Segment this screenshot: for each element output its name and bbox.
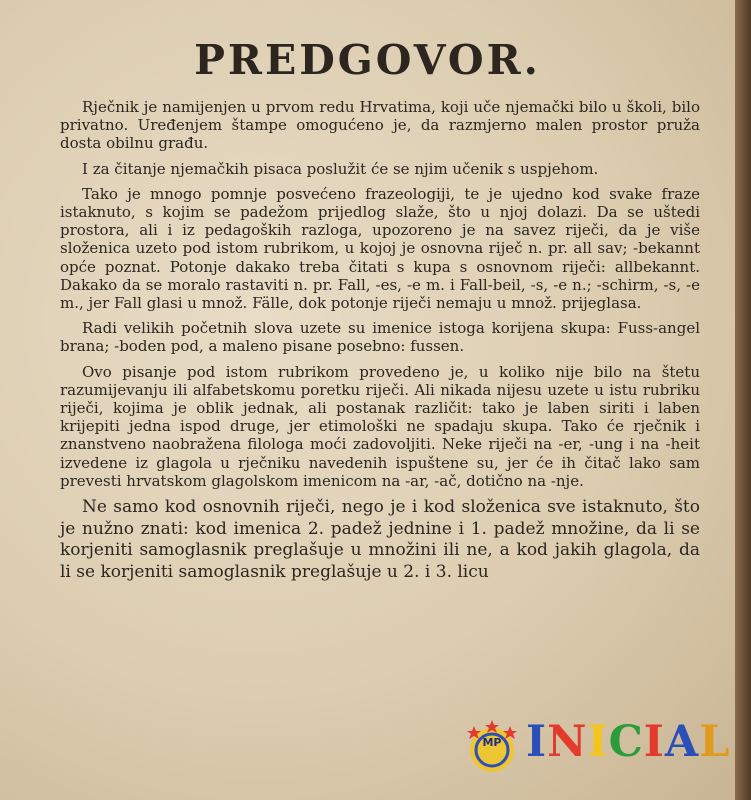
wordmark-letter: C [608,717,644,767]
wordmark-letter: I [587,717,609,767]
inicial-wordmark [526,716,731,768]
emblem-label: MP [482,736,502,749]
paragraph-6: Ne samo kod osnovnih riječi, nego je i kod složenica sve istaknuto, što je nužno znati: kod imenica 2. padež jednine i 1. padež množine, da li se korjeniti samoglasnik preglašuje u množini ili ne, a kod jakih glagola, da li se korjeniti samoglasnik preglašuje u 2. i 3. licu [60,497,700,582]
preface-text [60,98,700,591]
book-edge [735,0,751,800]
paragraph-2: I za čitanje njemačkih pisaca poslužit će se njim učenik s uspjehom. [82,159,599,178]
wordmark-letter: N [547,717,588,767]
wordmark-letter: A [664,717,700,767]
wordmark-letter: L [699,717,731,767]
wordmark-letter: I [643,717,665,767]
wordmark-letter: I [526,717,548,767]
page-title: PREDGOVOR. [194,36,541,84]
paragraph-5: Ovo pisanje pod istom rubrikom provedeno je, u koliko nije bilo na štetu razumijevanju ili alfabetskomu poretku riječi. Ali nikada nijesu uzete u istu rubriku riječi, kojima je oblik jednak, ali postanak različit: tako je laben siriti i laben krijepiti jedna ispod druge, jer etimološki ne spadaju skupa. Tako će rječnik i znanstveno naobražena filologa moći zadovoljiti. Neke riječi na -er, -ung i na -heit izvedene iz glagola u rječniku navedenih ispuštene su, jer će ih čitač lako sam prevesti hrvatskom glagolskom imenicom na -ar, -ač, dotično na -nje. [60,362,700,490]
paragraph-4: Radi velikih početnih slova uzete su imenice istoga korijena skupa: Fuss-angel brana; -boden pod, a maleno pisane posebno: fussen. [60,319,700,356]
watermark-logo [460,712,740,782]
paragraph-1: Rječnik je namijenjen u prvom redu Hrvatima, koji uče njemački bilo u školi, bilo privatno. Uređenjem štampe omogućeno je, da razmjerno malen prostor pruža dosta obilnu građu. [60,98,700,153]
paragraph-3: Tako je mnogo pomnje posvećeno frazeologiji, te je ujedno kod svake fraze istaknuto, s kojim se padežom prijedlog slaže, što u njoj dolazi. Da se uštedi prostora, ali i iz pedagoških razloga, upozoreno je na savez riječi, da je više složenica uzeto pod istom rubrikom, u kojoj je osnovna riječ n. pr. all sav; -bekannt opće poznat. Potonje dakako treba čitati s kupa s osnovnom riječi: allbekannt. Dakako da se moralo rastaviti n. pr. Fall, -es, -e m. i Fall-beil, -s, -e n.; -schirm, -s, -e m., jer Fall glasi u množ. Fälle, dok potonje riječi nemaju u množ. prijeglasa. [60,184,700,313]
